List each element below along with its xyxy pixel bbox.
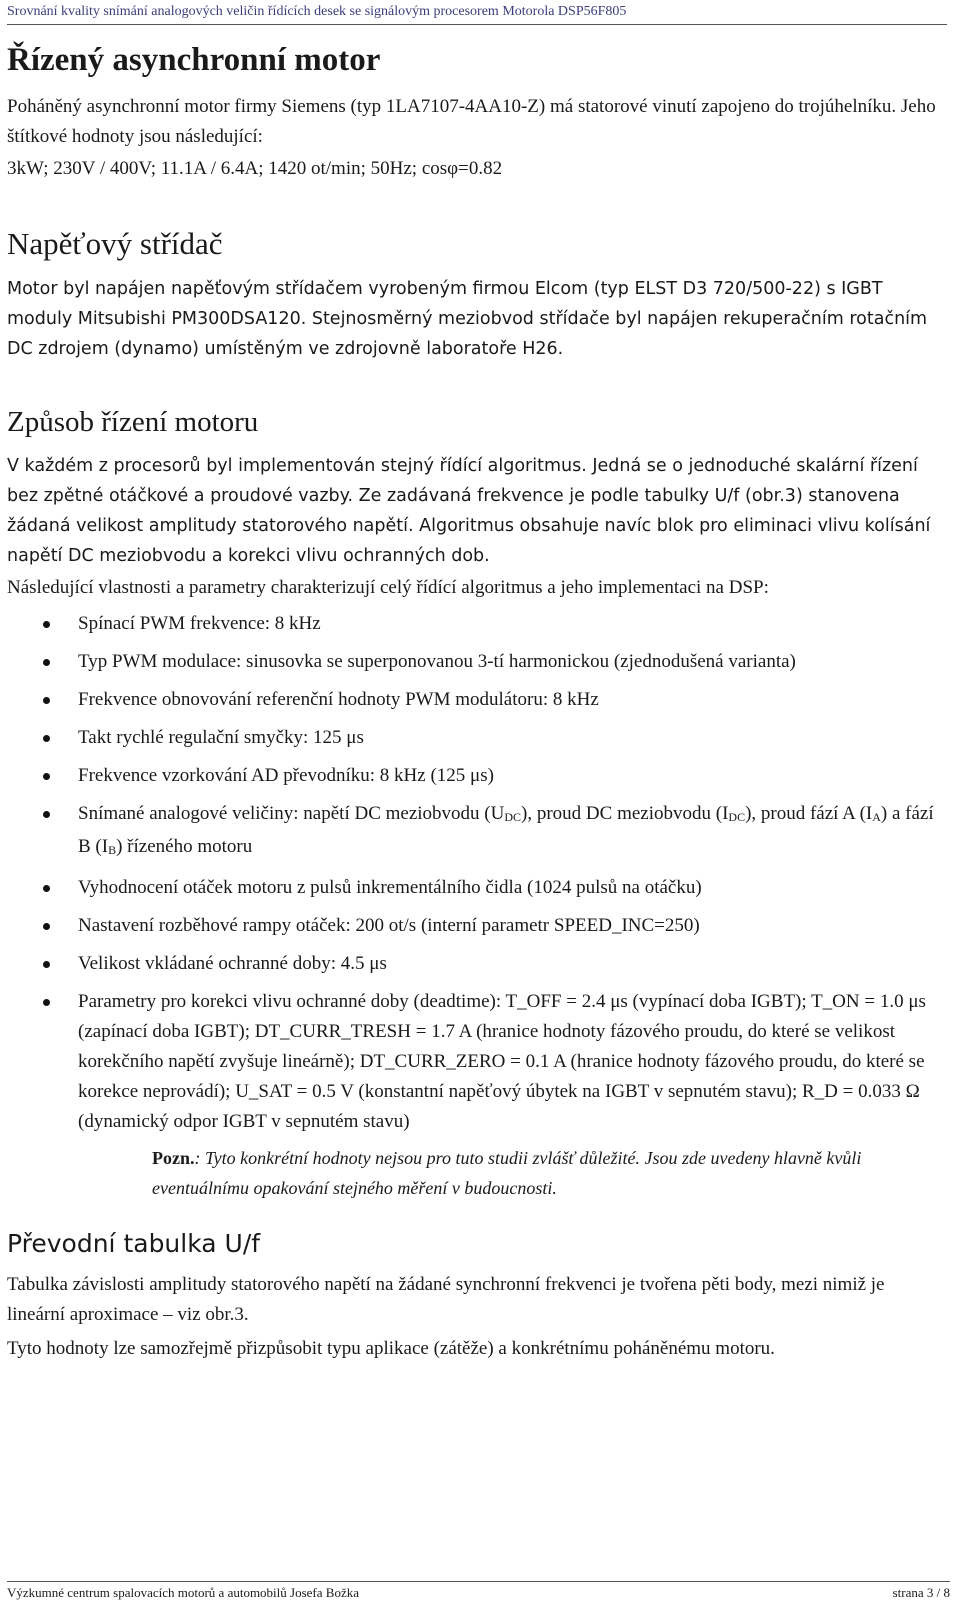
list-item: Typ PWM modulace: sinusovka se superponovanou 3-tí harmonickou (zjednodušená varianta) [7, 647, 947, 677]
running-header: Srovnání kvality snímání analogových veličin řídících desek se signálovým procesorem Motorola DSP56F805 [7, 4, 947, 25]
list-item: Takt rychlé regulační smyčky: 125 μs [7, 723, 947, 753]
bullet-icon [43, 697, 50, 704]
list-item: Nastavení rozběhové rampy otáček: 200 ot/s (interní parametr SPEED_INC=250) [7, 911, 947, 941]
list-item: Parametry pro korekci vlivu ochranné doby (deadtime): T_OFF = 2.4 μs (vypínací doba IGBT); T_ON = 1.0 μs (zapínací doba IGBT); DT_CURR_TRESH = 1.7 A (hranice hodnoty fázového proudu, do které se velikost korekčního napětí zvyšuje lineárně); DT_CURR_ZERO = 0.1 A (hranice hodnoty fázového proudu, do které se korekce neprovádí); U_SAT = 0.5 V (konstantní napěťový úbytek na IGBT v sepnutém stavu); R_D = 0.033 Ω (dynamický odpor IGBT v sepnutém stavu) [7, 987, 947, 1137]
control-paragraph-2: Následující vlastnosti a parametry charakterizují celý řídící algoritmus a jeho implementaci na DSP: [7, 576, 769, 598]
bullet-icon [43, 811, 50, 818]
bullet-icon [43, 885, 50, 892]
heading-control: Způsob řízení motoru [7, 405, 259, 438]
list-item-analog: Snímané analogové veličiny: napětí DC meziobvodu $(U_{DC})$, proud DC meziobvodu $(I_{DC})$, proud fází A $(I_A)$ a fází B $(I_B)$ řízeného motoru [7, 799, 947, 865]
bullet-icon [43, 735, 50, 742]
bullet-icon [43, 621, 50, 628]
note [152, 1143, 947, 1203]
list-item: Velikost vkládané ochranné doby: 4.5 μs [7, 949, 947, 979]
bullet-icon [43, 659, 50, 666]
control-paragraph-1: V každém z procesorů byl implementován stejný řídící algoritmus. Jedná se o jednoduché skalární řízení bez zpětné otáčkové a proudové vazby. Ze zadávaná frekvence je podle tabulky U/f (obr.3) stanovena žádaná velikost amplitudy statorového napětí. Algoritmus obsahuje navíc blok pro eliminaci vlivu kolísání napětí DC meziobvodu a korekci vlivu ochranných dob. [7, 455, 931, 566]
bullet-icon [43, 999, 50, 1006]
list-item: Frekvence obnovování referenční hodnoty PWM modulátoru: 8 kHz [7, 685, 947, 715]
page-content [7, 36, 947, 1366]
list-item: Frekvence vzorkování AD převodníku: 8 kHz (125 μs) [7, 761, 947, 791]
bullet-icon [43, 923, 50, 930]
table-paragraph-2: Tyto hodnoty lze samozřejmě přizpůsobit typu aplikace (zátěže) a konkrétnímu poháněnému motoru. [7, 1337, 775, 1359]
footer-institution: Výzkumné centrum spalovacích motorů a automobilů Josefa Božka [7, 1585, 359, 1600]
motor-paragraph-1: Poháněný asynchronní motor firmy Siemens (typ 1LA7107-4AA10-Z) má statorové vinutí zapojeno do trojúhelníku. Jeho štítkové hodnoty jsou následující: [7, 95, 936, 147]
heading-table: Převodní tabulka U/f [7, 1228, 261, 1258]
running-footer [7, 1581, 950, 1601]
bullet-icon [43, 773, 50, 780]
list-item: Vyhodnocení otáček motoru z pulsů inkrementálního čidla (1024 pulsů na otáčku) [7, 873, 947, 903]
heading-inverter: Napěťový střídač [7, 225, 223, 261]
table-paragraph-1: Tabulka závislosti amplitudy statorového napětí na žádané synchronní frekvenci je tvořena pěti body, mezi nimiž je lineární aproximace – viz obr.3. [7, 1273, 885, 1325]
motor-paragraph-2: 3kW; 230V / 400V; 11.1A / 6.4A; 1420 ot/min; 50Hz; cosφ=0.82 [7, 157, 503, 179]
heading-motor: Řízený asynchronní motor [7, 42, 381, 78]
note-label: Pozn. [152, 1147, 195, 1168]
note-text: : Tyto konkrétní hodnoty nejsou pro tuto studii zvlášť důležité. Jsou zde uvedeny hlavně kvůli eventuálnímu opakování stejného měření v budoucnosti. [152, 1147, 862, 1198]
inverter-paragraph: Motor byl napájen napěťovým střídačem vyrobeným firmou Elcom (typ ELST D3 720/500-22) s IGBT moduly Mitsubishi PM300DSA120. Stejnosměrný meziobvod střídače byl napájen rekuperačním rotačním DC zdrojem (dynamo) umístěným ve zdrojovně laboratoře H26. [7, 278, 928, 359]
page-number: strana 3 / 8 [892, 1585, 950, 1600]
list-item: Spínací PWM frekvence: 8 kHz [7, 609, 947, 639]
parameter-list [7, 609, 947, 1137]
bullet-icon [43, 961, 50, 968]
